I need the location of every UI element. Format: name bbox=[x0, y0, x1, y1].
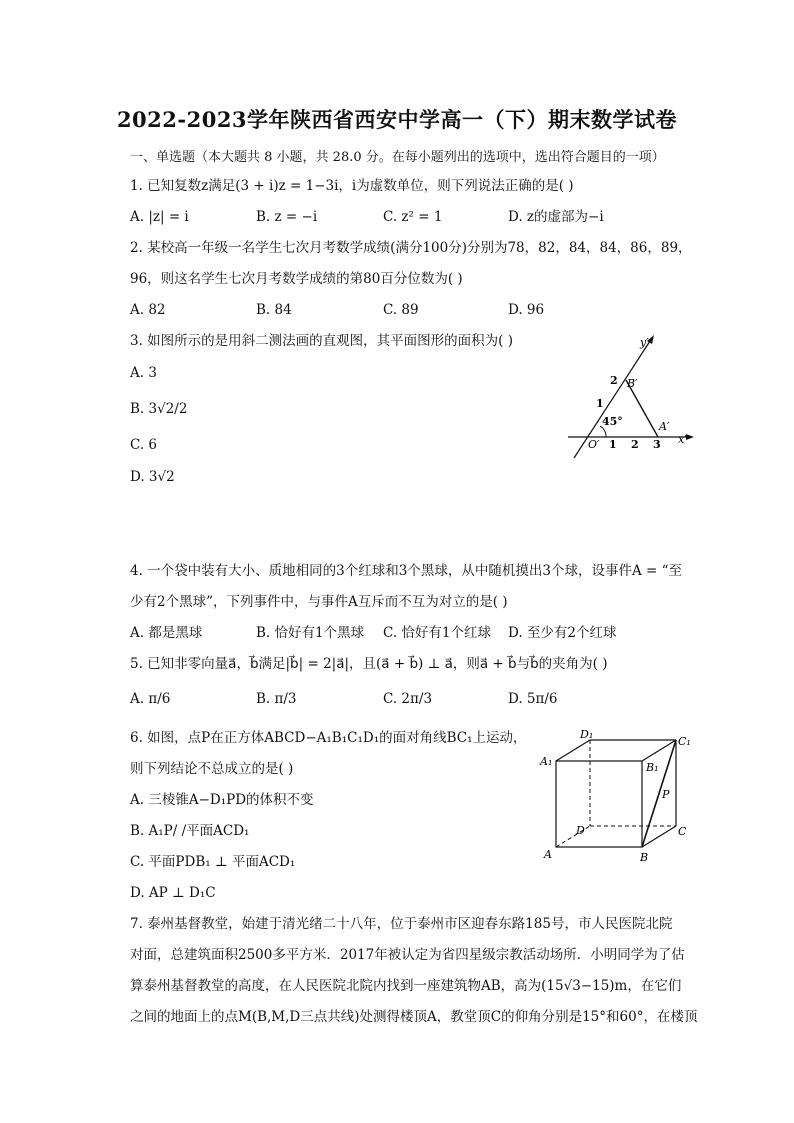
label-c1: C₁ bbox=[678, 735, 691, 748]
cube-front-face bbox=[556, 761, 642, 847]
q3-option-d: D. 3√2 bbox=[130, 469, 175, 485]
label-d1: D₁ bbox=[580, 728, 594, 741]
label-b: B bbox=[640, 851, 649, 864]
question-7-line-1: 7. 泰州基督教堂，始建于清光绪二十八年，位于泰州市区迎春东路185号，市人民医院北院 bbox=[130, 916, 673, 932]
question-2-stem-2: 96，则这名学生七次月考数学成绩的第80百分位数为( ) bbox=[130, 271, 463, 287]
q3-option-b: B. 3√2/2 bbox=[130, 401, 188, 417]
q3-option-a: A. 3 bbox=[130, 365, 157, 381]
q1-option-c: C. z² = 1 bbox=[383, 209, 443, 225]
label-p: P bbox=[662, 788, 670, 801]
diagonal-bc1 bbox=[642, 740, 676, 847]
q4-option-d: D. 至少有2个红球 bbox=[508, 625, 617, 641]
question-7-line-3: 算泰州基督教堂的高度，在人民医院北院内找到一座建筑物AB，高为(15√3−15)m，在它们 bbox=[130, 978, 682, 994]
q5-option-a: A. π/6 bbox=[130, 691, 171, 707]
q5-option-b: B. π/3 bbox=[256, 691, 297, 707]
question-2-stem-1: 2. 某校高一年级一名学生七次月考数学成绩(满分100分)分别为78，82，84，84，86，89， bbox=[130, 240, 692, 256]
cube-edge-ad bbox=[556, 826, 590, 847]
question-1-stem: 1. 已知复数z满足(3 + i)z = 1−3i，i为虚数单位，则下列说法正确的是( ) bbox=[130, 178, 574, 194]
q2-option-b: B. 84 bbox=[256, 302, 292, 318]
x-axis-arrow-icon bbox=[686, 434, 694, 440]
q1-option-a: A. |z| = i bbox=[130, 209, 189, 225]
question-7-line-2: 对面，总建筑面积2500多平方米．2017年被认定为省四星级宗教活动场所．小明同学为了估 bbox=[130, 947, 685, 963]
cube-edge-a1d1 bbox=[556, 740, 590, 761]
q6-cube-figure bbox=[538, 728, 698, 868]
y-tick-1: 1 bbox=[596, 397, 604, 410]
page-title: 2022-2023学年陕西省西安中学高一（下）期末数学试卷 bbox=[116, 107, 678, 132]
q5-option-d: D. 5π/6 bbox=[508, 691, 558, 707]
question-6-stem-1: 6. 如图，点P在正方体ABCD−A₁B₁C₁D₁的面对角线BC₁上运动， bbox=[130, 730, 527, 746]
point-a-label: A′ bbox=[659, 420, 670, 433]
question-5-stem: 5. 已知非零向量a⃗，b⃗满足|b⃗| = 2|a⃗|，且(a⃗ + b⃗) ⊥ a⃗，则a⃗ + b⃗与b⃗的夹角为( ) bbox=[130, 656, 608, 672]
q6-option-b: B. A₁P/ /平面ACD₁ bbox=[130, 823, 250, 839]
q6-option-c: C. 平面PDB₁ ⊥ 平面ACD₁ bbox=[130, 854, 296, 870]
label-b1: B₁ bbox=[646, 761, 659, 774]
q1-option-d: D. z的虚部为−i bbox=[508, 209, 604, 225]
q2-option-d: D. 96 bbox=[508, 302, 545, 318]
y-axis-label: y′ bbox=[640, 336, 649, 349]
q2-option-c: C. 89 bbox=[383, 302, 419, 318]
origin-label: O′ bbox=[588, 438, 600, 451]
q4-option-a: A. 都是黑球 bbox=[130, 625, 203, 641]
section-heading: 一、单选题（本大题共 8 小题，共 28.0 分。在每小题列出的选项中，选出符合题目的一项） bbox=[130, 150, 665, 165]
q5-option-c: C. 2π/3 bbox=[383, 691, 433, 707]
label-d: D bbox=[576, 824, 585, 837]
x-axis-label: x′ bbox=[678, 433, 687, 446]
q4-option-b: B. 恰好有1个黑球 bbox=[256, 625, 365, 641]
question-3-stem: 3. 如图所示的是用斜二测法画的直观图，其平面图形的面积为( ) bbox=[130, 333, 513, 349]
q2-option-a: A. 82 bbox=[130, 302, 166, 318]
label-c: C bbox=[678, 825, 687, 838]
y-tick-2: 2 bbox=[610, 374, 618, 387]
question-4-stem-2: 少有2个黑球”，下列事件中，与事件A互斥而不互为对立的是( ) bbox=[130, 594, 508, 610]
question-6-stem-2: 则下列结论不总成立的是( ) bbox=[130, 761, 294, 777]
q3-option-c: C. 6 bbox=[130, 437, 158, 453]
x-tick-2: 2 bbox=[631, 438, 639, 451]
angle-label: 45° bbox=[602, 415, 623, 428]
question-7-line-4: 之间的地面上的点M(B,M,D三点共线)处测得楼顶A，教堂顶C的仰角分别是15°和60°，在楼顶 bbox=[130, 1009, 698, 1025]
q6-option-d: D. AP ⊥ D₁C bbox=[130, 885, 216, 901]
label-a1: A₁ bbox=[540, 755, 553, 768]
point-b-label: B′ bbox=[627, 377, 638, 390]
question-4-stem-1: 4. 一个袋中装有大小、质地相同的3个红球和3个黑球，从中随机摸出3个球，设事件A = “至 bbox=[130, 563, 682, 579]
q4-option-c: C. 恰好有1个红球 bbox=[383, 625, 492, 641]
x-tick-1: 1 bbox=[609, 438, 617, 451]
q6-option-a: A. 三棱锥A−D₁PD的体积不变 bbox=[130, 792, 314, 808]
x-tick-3: 3 bbox=[653, 438, 661, 451]
label-a: A bbox=[544, 848, 552, 861]
q1-option-b: B. z = −i bbox=[256, 209, 318, 225]
q3-oblique-figure bbox=[560, 330, 700, 465]
